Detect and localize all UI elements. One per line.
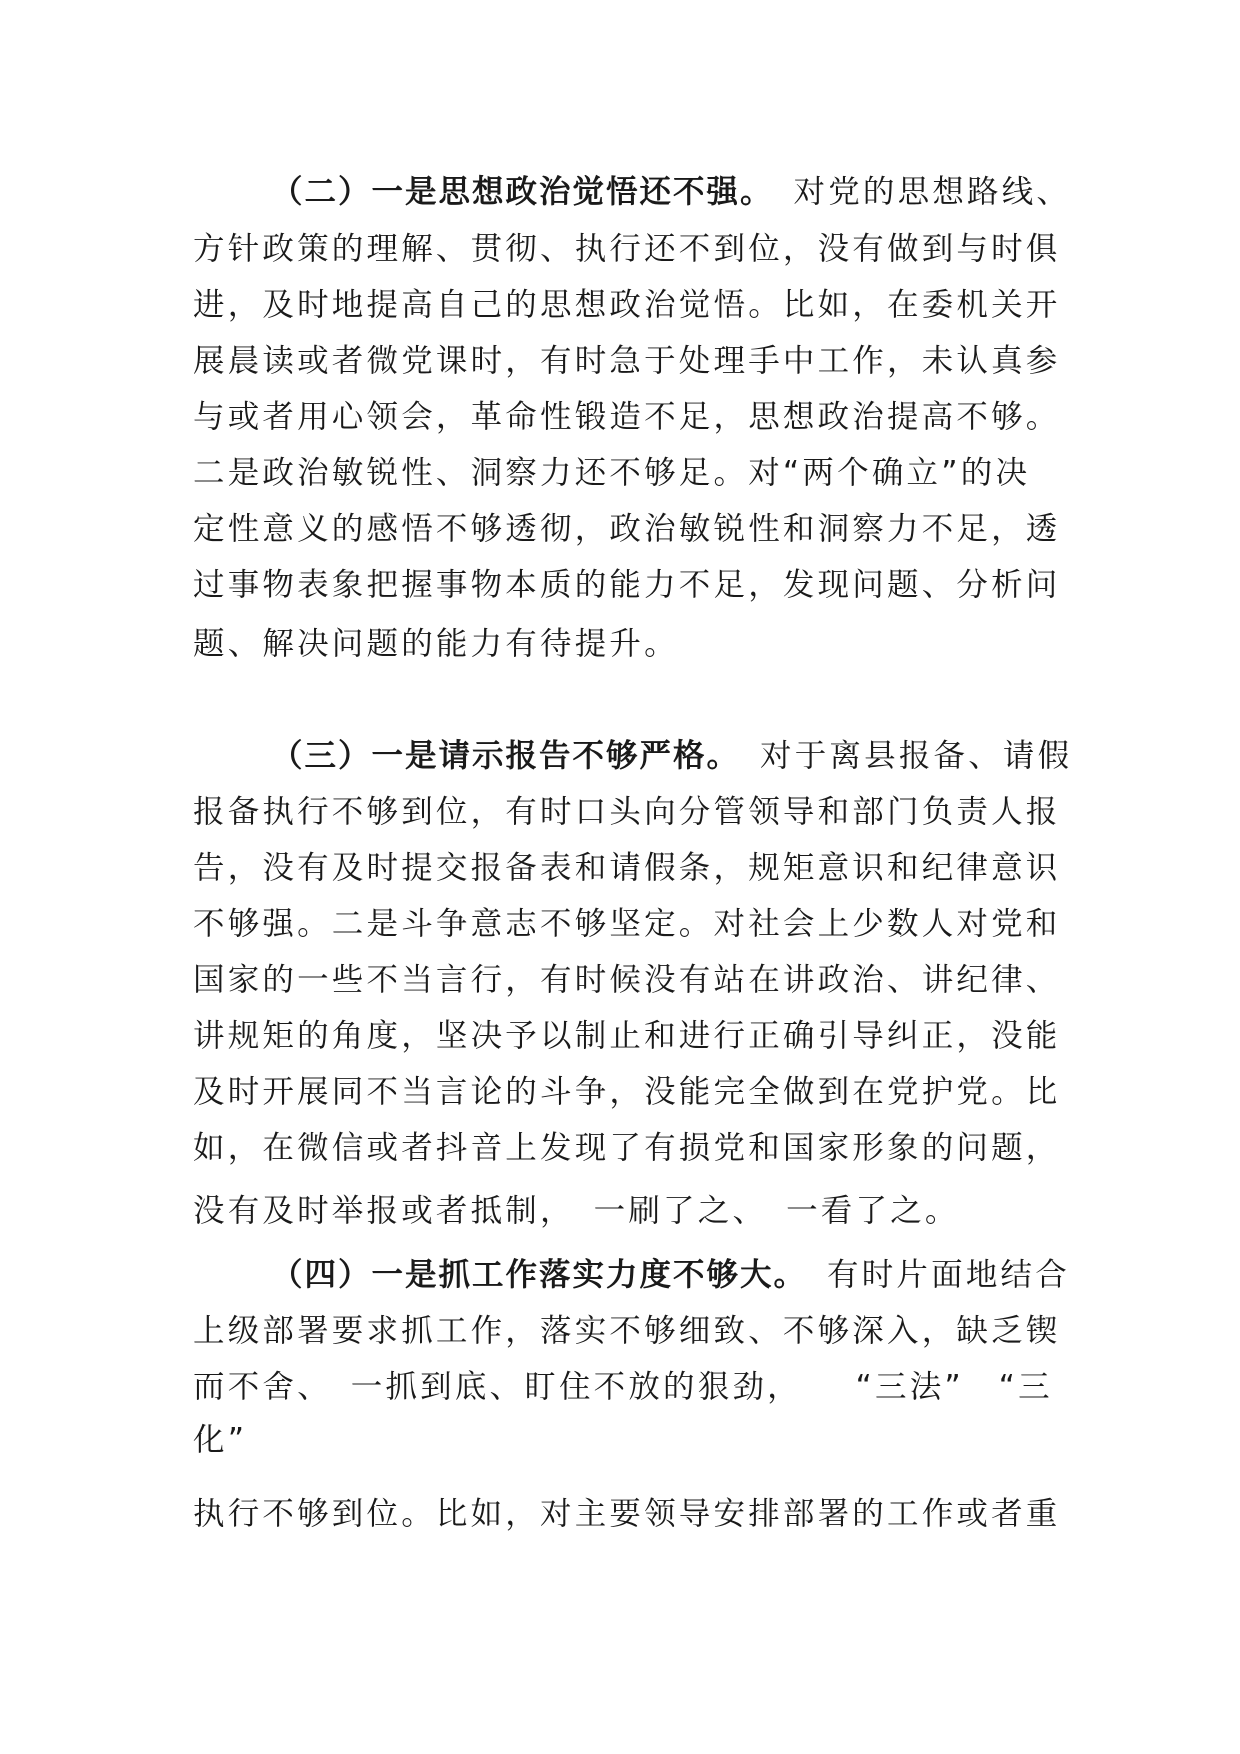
section-heading: （四）一是抓工作落实力度不够大。 <box>271 1257 808 1293</box>
paragraph-line: 二是政治敏锐性、洞察力还不够足。对“两个确立”的决 <box>193 455 1031 491</box>
paragraph-line: 报备执行不够到位，有时口头向分管领导和部门负责人报 <box>193 794 1061 830</box>
paragraph-line: 进，及时地提高自己的思想政治觉悟。比如，在委机关开 <box>193 287 1061 323</box>
paragraph-text: 有时片面地结合 <box>827 1257 1070 1293</box>
paragraph-line: 如，在微信或者抖音上发现了有损党和国家形象的问题， <box>193 1130 1061 1166</box>
paragraph-line: 不够强。二是斗争意志不够坚定。对社会上少数人对党和 <box>193 906 1061 942</box>
paragraph-line: 没有及时举报或者抵制， 一刷了之、 一看了之。 <box>193 1193 960 1229</box>
paragraph-line <box>271 172 1131 212</box>
paragraph-line: 讲规矩的角度，坚决予以制止和进行正确引导纠正，没能 <box>193 1018 1061 1054</box>
paragraph-text: 对党的思想路线、 <box>793 174 1072 210</box>
section-heading: （三）一是请示报告不够严格。 <box>271 738 741 774</box>
paragraph-line: 而不舍、 一抓到底、盯住不放的狠劲， “三法” “三 <box>193 1369 1053 1405</box>
paragraph-line: 展晨读或者微党课时，有时急于处理手中工作，未认真参 <box>193 343 1061 379</box>
paragraph-line: 方针政策的理解、贯彻、执行还不到位，没有做到与时俱 <box>193 231 1061 267</box>
paragraph-line: 国家的一些不当言行，有时候没有站在讲政治、讲纪律、 <box>193 962 1061 998</box>
paragraph-line <box>271 1255 1131 1295</box>
paragraph-line: 化” <box>193 1422 248 1458</box>
paragraph-line: 题、解决问题的能力有待提升。 <box>193 626 679 662</box>
paragraph-line: 告，没有及时提交报备表和请假条，规矩意识和纪律意识 <box>193 850 1061 886</box>
paragraph-line: 过事物表象把握事物本质的能力不足，发现问题、分析问 <box>193 567 1061 603</box>
paragraph-text: 对于离县报备、请假 <box>760 738 1073 774</box>
paragraph-line: 执行不够到位。比如，对主要领导安排部署的工作或者重 <box>193 1496 1061 1532</box>
paragraph-line: 定性意义的感悟不够透彻，政治敏锐性和洞察力不足，透 <box>193 511 1061 547</box>
paragraph-line: 及时开展同不当言论的斗争，没能完全做到在党护党。比 <box>193 1074 1061 1110</box>
paragraph-line <box>271 736 1131 776</box>
section-heading: （二）一是思想政治觉悟还不强。 <box>271 174 774 210</box>
paragraph-line: 上级部署要求抓工作，落实不够细致、不够深入，缺乏锲 <box>193 1313 1061 1349</box>
paragraph-line: 与或者用心领会，革命性锻造不足，思想政治提高不够。 <box>193 399 1061 435</box>
